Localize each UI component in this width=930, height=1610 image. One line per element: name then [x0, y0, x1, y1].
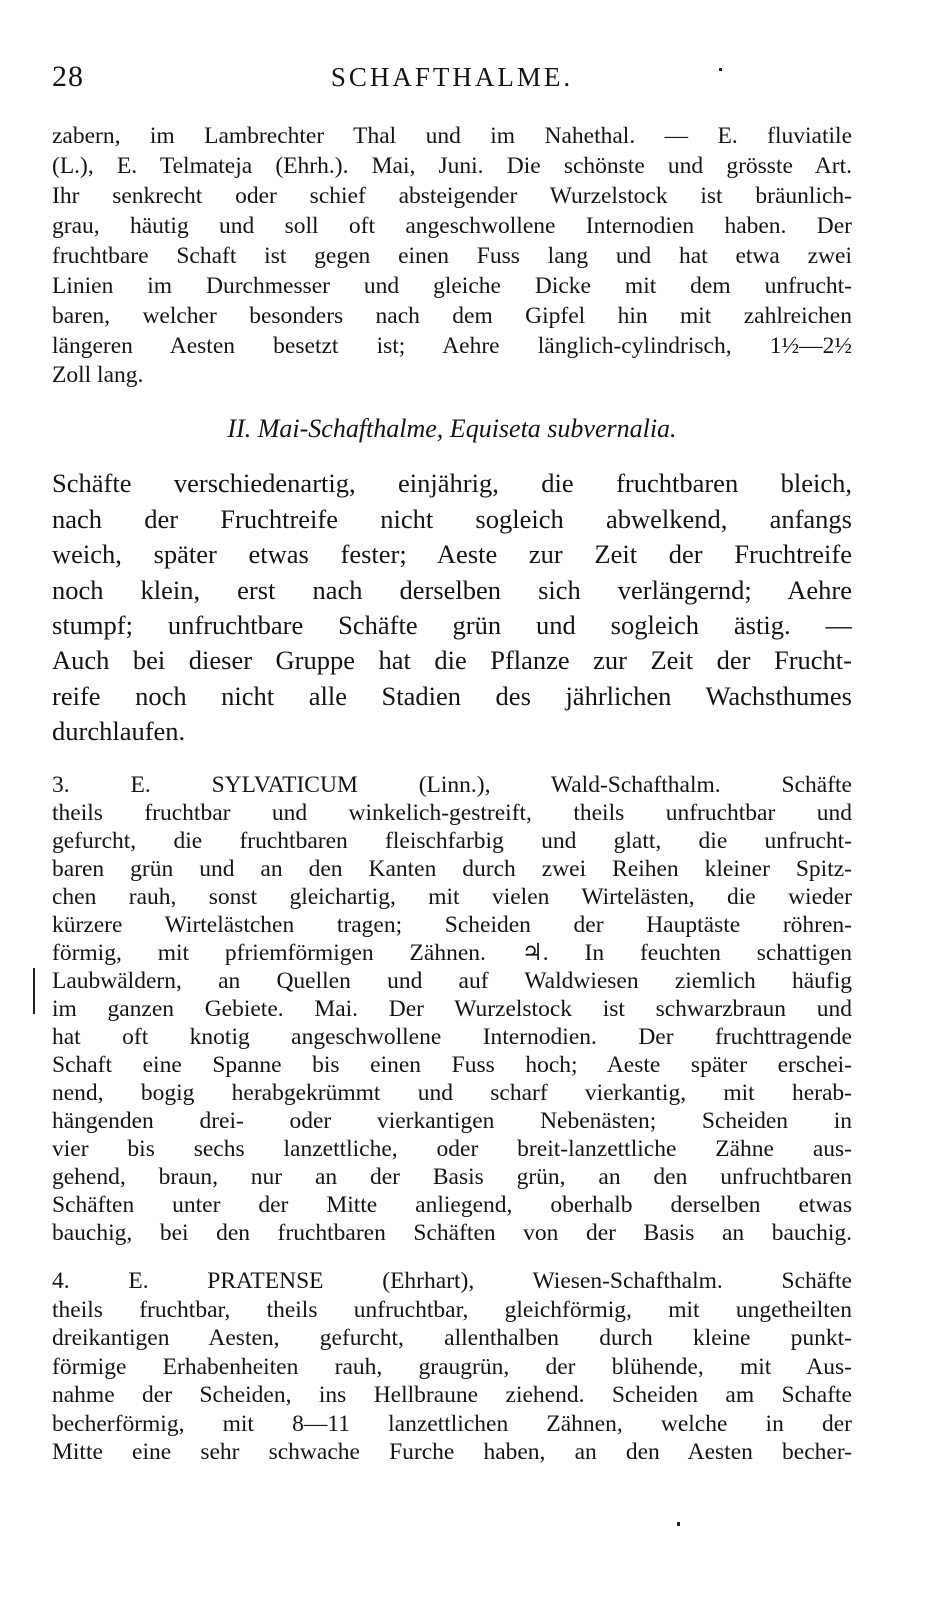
text-line: baren grün und an den Kanten durch zwei Reihen kleiner Spitz- [52, 856, 852, 882]
text-line: Schäfte verschiedenartig, einjährig, die fruchtbaren bleich, [52, 468, 852, 498]
text-line: vier bis sechs lanzettliche, oder breit-lanzettliche Zähne aus- [52, 1136, 852, 1162]
text-line: dreikantigen Aesten, gefurcht, allenthalben durch kleine punkt- [52, 1325, 852, 1351]
text-line: Schäften unter der Mitte anliegend, oberhalb derselben etwas [52, 1192, 852, 1218]
text-line: Ihr senkrecht oder schief absteigender Wurzelstock ist bräunlich- [52, 183, 852, 209]
page-number: 28 [52, 60, 84, 93]
text-line: fruchtbare Schaft ist gegen einen Fuss lang und hat etwa zwei [52, 243, 852, 269]
text-line: weich, später etwas fester; Aeste zur Zeit der Fruchtreife [52, 539, 852, 569]
text-line: noch klein, erst nach derselben sich verlängernd; Aehre [52, 575, 852, 605]
text-line: hat oft knotig angeschwollene Internodien. Der fruchttragende [52, 1024, 852, 1050]
text-line: gefurcht, die fruchtbaren fleischfarbig und glatt, die unfrucht- [52, 828, 852, 854]
text-line: zabern, im Lambrechter Thal und im Nahethal. — E. fluviatile [52, 123, 852, 149]
ink-speck [719, 68, 722, 71]
text-line: hängenden drei- oder vierkantigen Nebenästen; Scheiden in [52, 1108, 852, 1134]
text-line: bauchig, bei den fruchtbaren Schäften von der Basis an bauchig. [52, 1220, 852, 1246]
running-head: SCHAFTHALME. [330, 62, 574, 92]
text-line: (L.), E. Telmateja (Ehrh.). Mai, Juni. Die schönste und grösste Art. [52, 153, 852, 179]
text-line: theils fruchtbar und winkelich-gestreift, theils unfruchtbar und [52, 800, 852, 826]
text-line: Mitte eine sehr schwache Furche haben, an den Aesten becher- [52, 1439, 852, 1465]
text-line: Laubwäldern, an Quellen und auf Waldwiesen ziemlich häufig [52, 968, 852, 994]
species-entry-sylvaticum: 3. E. SYLVATICUM (Linn.), Wald-Schafthalm. Schäfte [52, 772, 852, 798]
text-line: förmige Erhabenheiten rauh, graugrün, der blühende, mit Aus- [52, 1354, 852, 1380]
text-line: baren, welcher besonders nach dem Gipfel hin mit zahlreichen [52, 303, 852, 329]
text-line: förmig, mit pfriemförmigen Zähnen. ♃. In feuchten schattigen [52, 940, 852, 966]
text-line: längeren Aesten besetzt ist; Aehre länglich-cylindrisch, 1½—2½ [52, 333, 852, 359]
text-line: Auch bei dieser Gruppe hat die Pflanze zur Zeit der Frucht- [52, 645, 852, 675]
text-line: Zoll lang. [52, 362, 144, 388]
text-line: nend, bogig herabgekrümmt und scharf vierkantig, mit herab- [52, 1080, 852, 1106]
text-line: nach der Fruchtreife nicht sogleich abwelkend, anfangs [52, 504, 852, 534]
text-line: grau, häutig und soll oft angeschwollene Internodien haben. Der [52, 213, 852, 239]
page-header [52, 60, 852, 100]
text-line: theils fruchtbar, theils unfruchtbar, gleichförmig, mit ungetheilten [52, 1297, 852, 1323]
ink-speck [677, 1522, 680, 1526]
text-line: Schaft eine Spanne bis einen Fuss hoch; Aeste später erschei- [52, 1052, 852, 1078]
text-line: gehend, braun, nur an der Basis grün, an den unfruchtbaren [52, 1164, 852, 1190]
text-line: im ganzen Gebiete. Mai. Der Wurzelstock ist schwarzbraun und [52, 996, 852, 1022]
species-entry-pratense: 4. E. PRATENSE (Ehrhart), Wiesen-Schafthalm. Schäfte [52, 1268, 852, 1294]
text-line: durchlaufen. [52, 716, 186, 746]
text-line: becherförmig, mit 8—11 lanzettlichen Zähnen, welche in der [52, 1411, 852, 1437]
text-line: Linien im Durchmesser und gleiche Dicke mit dem unfrucht- [52, 273, 852, 299]
text-line: chen rauh, sonst gleichartig, mit vielen Wirtelästen, die wieder [52, 884, 852, 910]
text-line: kürzere Wirtelästchen tragen; Scheiden der Hauptäste röhren- [52, 912, 852, 938]
text-line: stumpf; unfruchtbare Schäfte grün und sogleich ästig. — [52, 610, 852, 640]
margin-mark [33, 968, 35, 1014]
text-line: nahme der Scheiden, ins Hellbraune ziehend. Scheiden am Schafte [52, 1382, 852, 1408]
text-line: reife noch nicht alle Stadien des jährlichen Wachsthumes [52, 681, 852, 711]
section-heading: II. Mai-Schafthalme, Equiseta subvernalia. [227, 414, 677, 443]
